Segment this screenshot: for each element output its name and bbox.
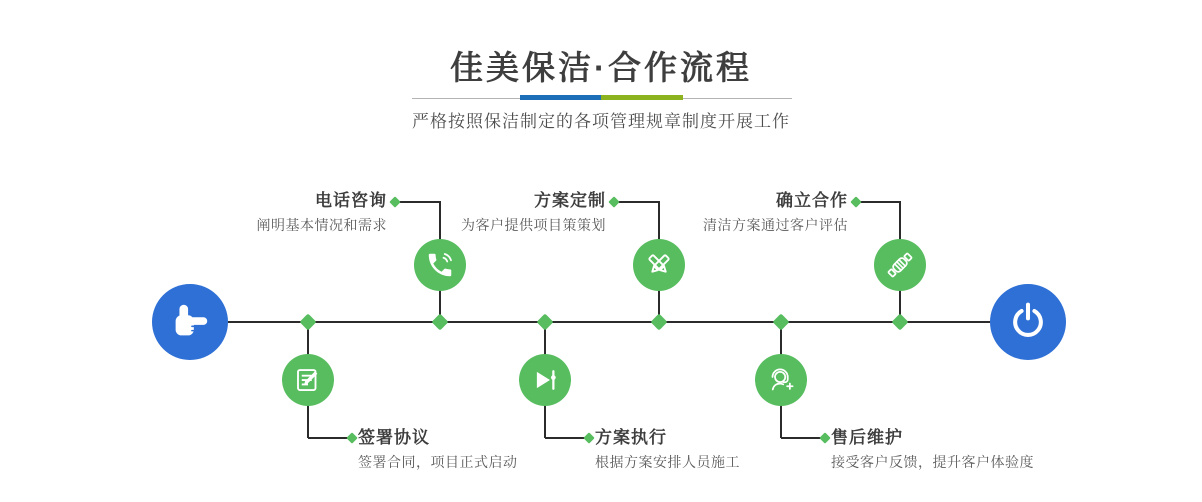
- start-node: [152, 284, 228, 360]
- timeline-node-diamond: [537, 314, 554, 331]
- crossed-pens-icon: [644, 250, 674, 280]
- step-title: 售后维护: [831, 428, 903, 447]
- connector-line: [308, 437, 349, 439]
- step-desc: 根据方案安排人员施工: [595, 454, 740, 470]
- step-title: 方案执行: [595, 428, 667, 447]
- play-slider-icon: [530, 365, 560, 395]
- step-desc: 阐明基本情况和需求: [256, 217, 387, 233]
- step-title: 方案定制: [534, 191, 606, 210]
- step-node-phone: [414, 239, 466, 291]
- step-title: 确立合作: [776, 191, 848, 210]
- step-desc: 清洁方案通过客户评估: [703, 217, 848, 233]
- connector-line: [858, 201, 901, 203]
- step-desc: 为客户提供项目策策划: [461, 217, 606, 233]
- step-node-execution: [519, 354, 571, 406]
- page-subtitle: 严格按照保洁制定的各项管理规章制度开展工作: [412, 112, 790, 131]
- title-divider-blue-segment: [520, 95, 601, 100]
- label-diamond: [346, 432, 357, 443]
- step-node-cooperation: [874, 239, 926, 291]
- timeline-node-diamond: [300, 314, 317, 331]
- step-label-phone: [137, 190, 387, 234]
- timeline-node-diamond: [773, 314, 790, 331]
- step-label-agreement: [358, 427, 608, 471]
- label-diamond: [850, 196, 861, 207]
- phone-icon: [425, 250, 455, 280]
- timeline-line: [228, 321, 990, 323]
- document-pen-icon: [293, 365, 323, 395]
- page-title: 佳美保洁·合作流程: [450, 49, 752, 86]
- customer-service-plus-icon: [766, 365, 796, 395]
- step-title: 签署协议: [358, 428, 430, 447]
- title-divider-green-segment: [601, 95, 683, 100]
- step-node-plan: [633, 239, 685, 291]
- step-desc: 签署合同，项目正式启动: [358, 454, 518, 470]
- step-title: 电话咨询: [315, 191, 387, 210]
- hand-pointer-icon: [167, 299, 213, 345]
- step-label-aftersale: [831, 427, 1081, 471]
- step-desc: 接受客户反馈，提升客户体验度: [831, 454, 1034, 470]
- end-node: [990, 284, 1066, 360]
- handshake-icon: [885, 250, 915, 280]
- timeline-node-diamond: [651, 314, 668, 331]
- step-node-agreement: [282, 354, 334, 406]
- step-label-plan: [356, 190, 606, 234]
- step-label-cooperation: [598, 190, 848, 234]
- power-icon: [1006, 300, 1050, 344]
- timeline-node-diamond: [432, 314, 449, 331]
- timeline-node-diamond: [892, 314, 909, 331]
- step-node-aftersale: [755, 354, 807, 406]
- step-label-execution: [595, 427, 845, 471]
